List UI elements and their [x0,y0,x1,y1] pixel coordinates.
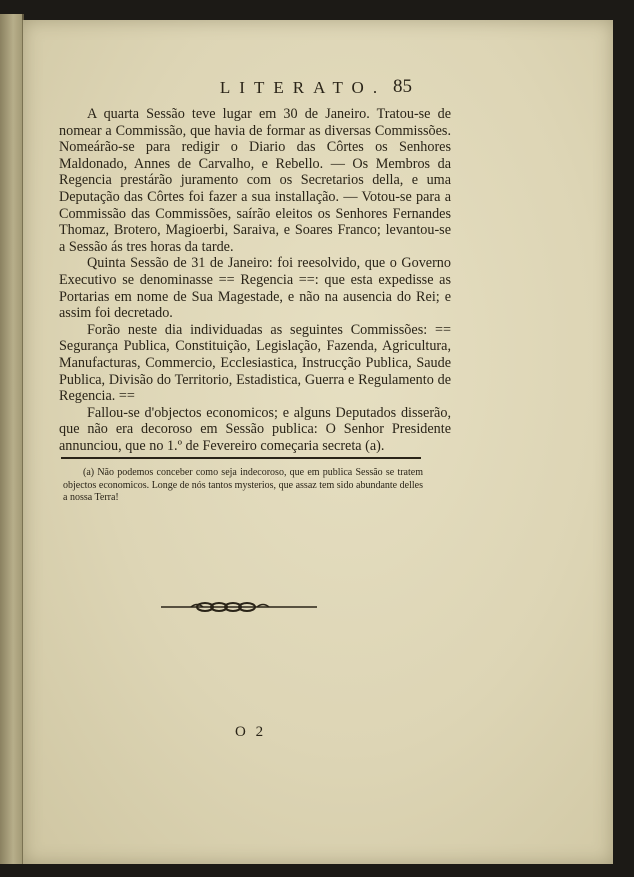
running-title: LITERATO. [219,78,387,97]
page-number: 85 [393,76,412,97]
footnote: (a) Não podemos conceber como seja indecoroso, que em publica Sessão se tratem objectos economicos. Longe de nós tantos mysterios, que assaz tem sido abundante delles a nossa Terra! [63,467,423,503]
paragraph-4: Fallou-se d'objectos economicos; e alguns Deputados disserão, que não era decoroso em Sessão publica: O Senhor Presidente annunciou, que no 1.º de Fevereiro começaria secreta (a). [59,404,451,454]
facing-page-edge [0,14,24,864]
signature-mark: O 2 [235,724,267,740]
book-page [22,20,613,864]
paragraph-2: Quinta Sessão de 31 de Janeiro: foi reesolvido, que o Governo Executivo se denominasse == Regencia ==: que esta expedisse as Portarias em nome de Sua Magestade, e não na ausencia do Rei; e assim foi decretado. [59,255,451,322]
footnote-rule [61,457,421,459]
body-text [59,106,451,454]
ornament-divider [161,598,317,616]
paragraph-3: Forão neste dia individuadas as seguintes Commissões: == Segurança Publica, Constituição, Legislação, Fazenda, Agricultura, Manufacturas, Commercio, Ecclesiastica, Instrucção Publica, Saude Publica, Divisão do Territorio, Estadistica, Guerra e Regulamento de Regencia. == [59,321,451,405]
paragraph-1: A quarta Sessão teve lugar em 30 de Janeiro. Tratou-se de nomear a Commissão, que havia de formar as diversas Commissões. Nomeárão-se para redigir o Diario das Côrtes os Senhores Maldonado, Annes de Carvalho, e Rebello. — Os Membros da Regencia prestárão juramento com os Secretarios della, e uma Deputação das Côrtes foi fazer a sua installação. — Votou-se para a Commissão das Commissões, saírão eleitos os Senhores Fernandes Thomaz, Brotero, Magioerbi, Saraiva, e Soares Franco; levantou-se a Sessão ás tres horas da tarde. [59,106,451,255]
